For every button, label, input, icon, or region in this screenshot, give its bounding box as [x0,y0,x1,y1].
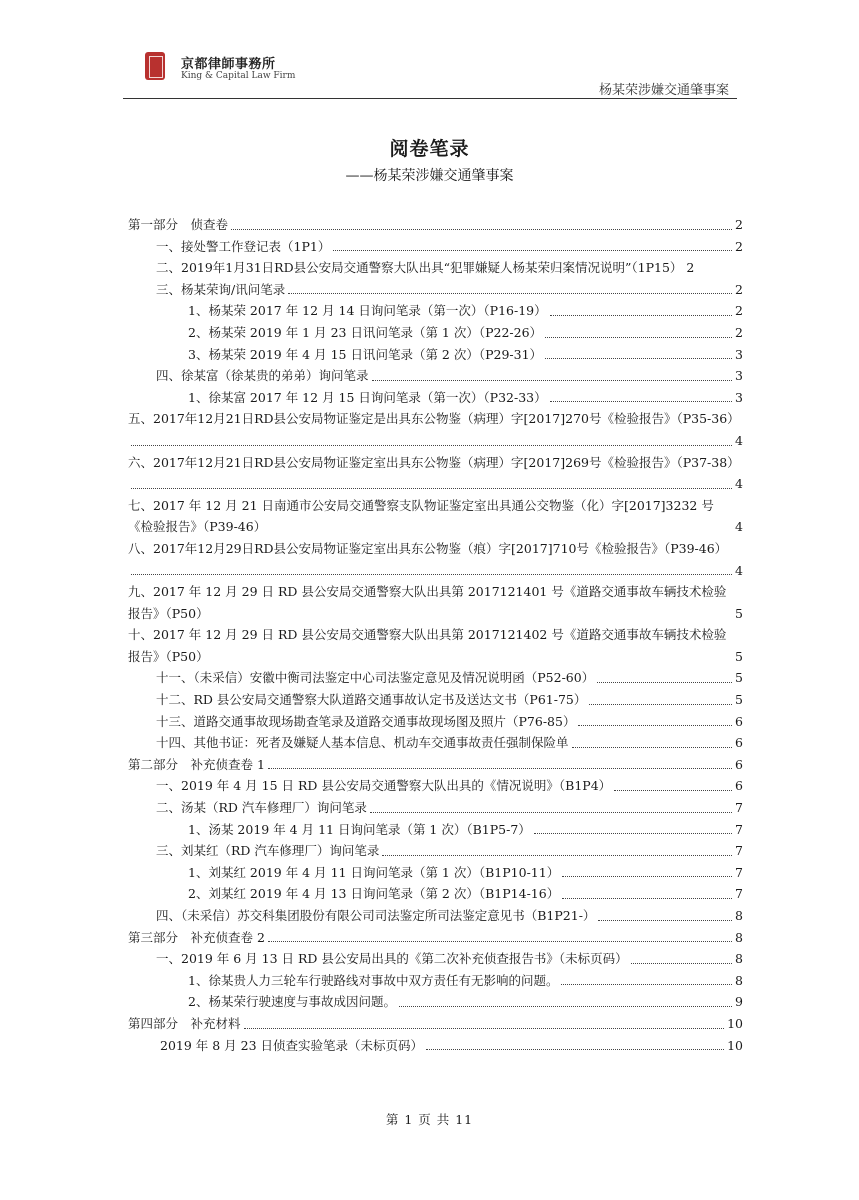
toc-entry[interactable] [128,300,743,322]
toc-entry-page: 6 [735,778,743,794]
toc-entry-text: 三、杨某荣询/讯问笔录 [156,281,286,297]
toc-entry[interactable] [128,236,743,258]
toc-entry-text: 十四、其他书证：死者及嫌疑人基本信息、机动车交通事故责任强制保险单 [156,735,569,751]
toc-entry-page: 8 [735,929,743,945]
toc-entry[interactable] [128,970,743,992]
toc-entry[interactable] [128,538,743,581]
document-title: 阅卷笔录 [389,138,470,160]
toc-entry-text: 第一部分 侦查卷 [128,217,229,232]
toc-entry[interactable] [128,387,743,409]
toc-entry[interactable] [128,819,743,841]
toc-entry-page: 4 [735,432,743,448]
toc-entry[interactable] [128,883,743,905]
page-footer: 第 1 页 共 11 [385,1112,474,1127]
toc-entry[interactable] [128,732,743,754]
toc-entry-page: 7 [735,843,743,859]
toc-entry-page: 3 [735,389,743,405]
toc-entry-page: 2 [686,260,695,276]
toc-entry[interactable] [128,495,743,538]
toc-entry-text: 1、刘某红 2019 年 4 月 11 日询问笔录（第 1 次）（B1P10-11） [188,864,560,880]
toc-entry-page: 8 [735,972,743,988]
table-of-contents [128,214,743,1056]
toc-entry-text: 第三部分 补充侦查卷 2 [128,929,265,945]
toc-entry-text: 四、徐某富（徐某贵的弟弟）询问笔录 [156,368,369,384]
toc-entry-page: 2 [735,303,743,319]
toc-entry[interactable] [128,1013,743,1035]
toc-entry-page: 4 [735,519,743,535]
toc-entry-text: 五、2017年12月21日RD县公安局物证鉴定是出具东公物鉴（病理）字[2017]270号《检验报告》（P35-36） [128,411,740,427]
toc-entry-text: 三、刘某红（RD 汽车修理厂）询问笔录 [156,843,380,859]
toc-entry-page: 5 [735,670,743,686]
toc-entry-page: 10 [727,1037,743,1053]
toc-entry-text: 十一、（未采信）安徽中衡司法鉴定中心司法鉴定意见及情况说明函（P52-60） [156,670,595,686]
toc-entry[interactable] [128,365,743,387]
toc-entry-text: 1、徐某贵人力三轮车行驶路线对事故中双方责任有无影响的问题。 [188,972,559,988]
toc-entry-page: 2 [735,217,743,232]
firm-name-cn: 京都律師事務所 [181,57,276,72]
toc-entry-text: 十三、道路交通事故现场勘查笔录及道路交通事故现场图及照片（P76-85） [156,713,576,729]
toc-entry-text: 四、（未采信）苏交科集团股份有限公司司法鉴定所司法鉴定意见书（B1P21-） [156,908,596,923]
toc-entry[interactable] [128,775,743,797]
toc-entry[interactable] [128,862,743,884]
toc-entry-page: 7 [735,800,743,816]
toc-entry-page: 4 [735,562,743,578]
toc-entry[interactable] [128,279,743,301]
toc-entry-text: 2、杨某荣 2019 年 1 月 23 日讯问笔录（第 1 次）（P22-26） [188,324,543,340]
toc-entry-text: 一、接处警工作登记表（1P1） [156,238,331,254]
toc-entry-page: 3 [735,346,743,362]
toc-entry[interactable] [128,344,743,366]
toc-entry-text: 2、杨某荣行驶速度与事故成因问题。 [188,994,396,1010]
toc-entry-text: 1、杨某荣 2017 年 12 月 14 日询问笔录（第一次）（P16-19） [188,303,547,319]
toc-entry[interactable] [128,905,743,927]
toc-entry-page: 6 [735,713,743,729]
toc-entry-text: 2、刘某红 2019 年 4 月 13 日询问笔录（第 2 次）（B1P14-16） [188,886,560,902]
toc-entry[interactable] [128,322,743,344]
toc-entry-text: 1、徐某富 2017 年 12 月 15 日询问笔录（第一次）（P32-33） [188,389,547,405]
page-header [123,44,737,99]
toc-entry-page: 7 [735,886,743,902]
toc-entry[interactable] [128,581,743,624]
toc-entry[interactable] [128,408,743,451]
toc-entry-text: 二、汤某（RD 汽车修理厂）询问笔录 [156,800,367,816]
toc-entry-page: 9 [735,994,743,1010]
toc-entry[interactable] [128,711,743,733]
toc-entry-page: 6 [735,756,743,772]
toc-entry-page: 6 [735,735,743,751]
firm-name-en: King & Capital Law Firm [181,71,296,81]
toc-entry-text: 二、2019年1月31日RD县公安局交通警察大队出具“犯罪嫌疑人杨某荣归案情况说明”（1P15） [156,260,683,276]
toc-entry-page: 8 [735,908,743,923]
firm-logo-seal [145,52,165,80]
toc-entry[interactable] [128,452,743,495]
toc-entry[interactable] [128,927,743,949]
toc-entry-text: 3、杨某荣 2019 年 4 月 15 日讯问笔录（第 2 次）（P29-31） [188,346,543,362]
toc-entry-text: 1、汤某 2019 年 4 月 11 日询问笔录（第 1 次）（B1P5-7） [188,821,531,837]
header-case-title: 杨某荣涉嫌交通肇事案 [598,83,729,98]
toc-entry-text: 九、2017 年 12 月 29 日 RD 县公安局交通警察大队出具第 2017121401 号《道路交通事故车辆技术检验报告》（P50） [128,584,727,621]
toc-entry-page: 8 [735,951,743,967]
toc-entry-page: 10 [727,1015,743,1031]
toc-entry[interactable] [128,689,743,711]
toc-entry[interactable] [128,214,743,236]
toc-entry-page: 2 [735,238,743,254]
toc-entry-text: 十、2017 年 12 月 29 日 RD 县公安局交通警察大队出具第 2017121402 号《道路交通事故车辆技术检验报告》（P50） [128,627,727,664]
document-subtitle: ——杨某荣涉嫌交通肇事案 [345,168,514,184]
toc-entry-text: 六、2017年12月21日RD县公安局物证鉴定室出具东公物鉴（病理）字[2017]269号《检验报告》（P37-38） [128,454,740,470]
toc-entry[interactable] [128,754,743,776]
toc-entry[interactable] [128,624,743,667]
toc-entry-page: 4 [735,476,743,492]
toc-entry-page: 5 [735,605,743,621]
toc-entry-text: 一、2019 年 6 月 13 日 RD 县公安局出具的《第二次补充侦查报告书》（未标页码） [156,951,628,967]
toc-entry[interactable] [128,1035,743,1057]
toc-entry[interactable] [128,948,743,970]
toc-entry-page: 2 [735,324,743,340]
toc-entry-text: 十二、RD 县公安局交通警察大队道路交通事故认定书及送达文书（P61-75） [156,692,587,708]
toc-entry[interactable] [128,667,743,689]
toc-entry[interactable] [128,840,743,862]
toc-entry-page: 5 [735,692,743,708]
toc-entry-page: 7 [735,864,743,880]
toc-entry[interactable] [128,257,743,279]
toc-entry-page: 5 [735,648,743,664]
toc-entry-text: 一、2019 年 4 月 15 日 RD 县公安局交通警察大队出具的《情况说明》（B1P4） [156,778,612,794]
toc-entry-page: 2 [735,281,743,297]
toc-entry-text: 第四部分 补充材料 [128,1015,241,1031]
toc-entry-text: 七、2017 年 12 月 21 日南通市公安局交通警察支队物证鉴定室出具通公交物鉴（化）字[2017]3232 号《检验报告》（P39-46） [128,497,714,535]
toc-entry-text: 第二部分 补充侦查卷 1 [128,756,265,772]
toc-entry[interactable] [128,991,743,1013]
toc-entry-page: 3 [735,368,743,384]
toc-entry-text: 2019 年 8 月 23 日侦查实验笔录（未标页码） [160,1037,424,1053]
toc-entry-page: 7 [735,821,743,837]
toc-entry-text: 八、2017年12月29日RD县公安局物证鉴定室出具东公物鉴（痕）字[2017]710号《检验报告》（P39-46） [128,540,728,556]
toc-entry[interactable] [128,797,743,819]
